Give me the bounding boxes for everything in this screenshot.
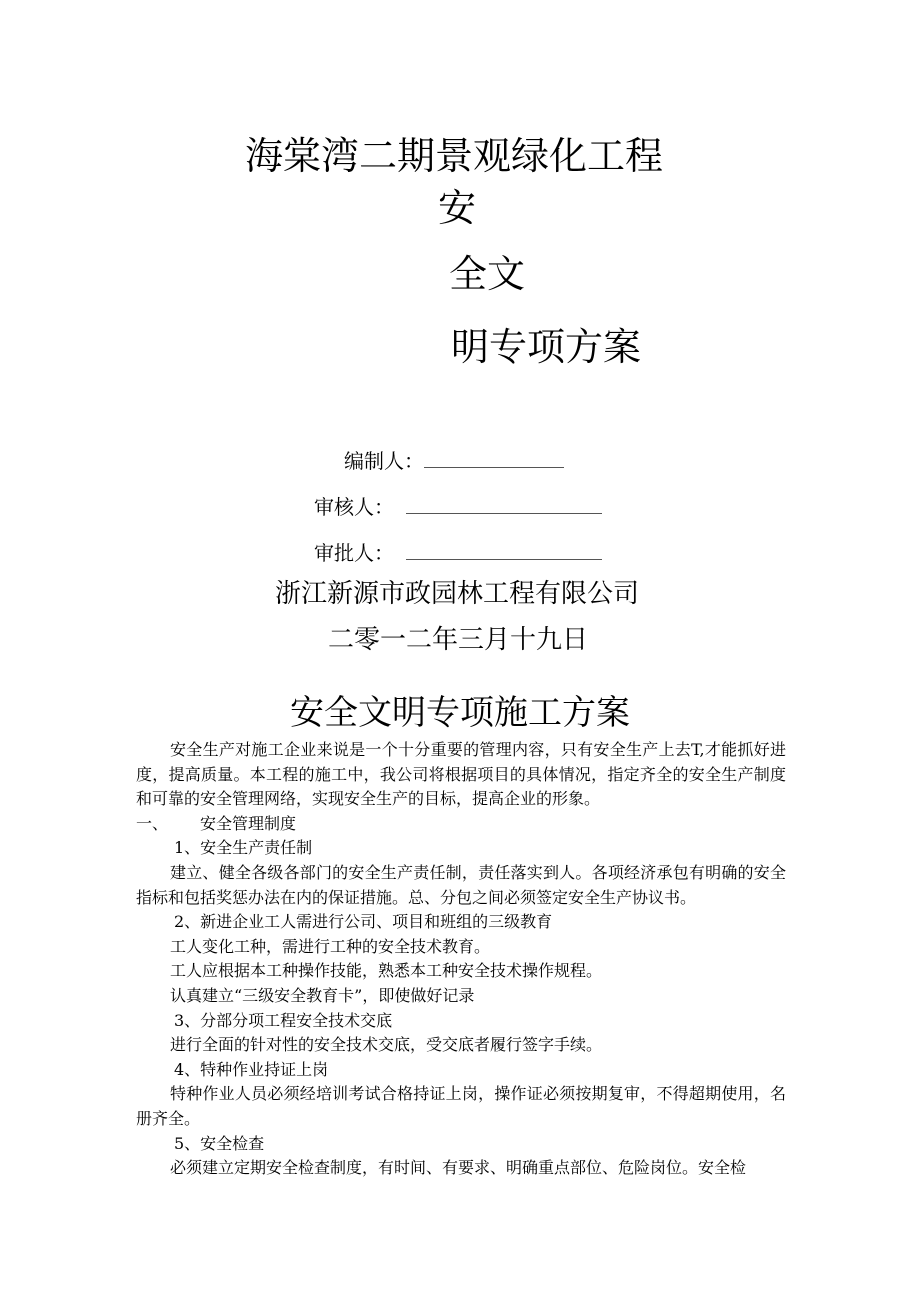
subsection-5-title: 5、安全检查 xyxy=(174,1133,265,1153)
cover-title-line4: 明专项方案 xyxy=(451,325,642,369)
signature-approver-label: 审批人： xyxy=(314,541,394,565)
signature-reviewer xyxy=(314,494,602,520)
subsection-1-body: 建立、健全各级各部门的安全生产责任制，责任落实到人。各项经济承包有明确的安全指标和包括奖惩办法在内的保证措施。总、分包之间必须签定安全生产协议书。 xyxy=(136,862,786,907)
cover-title-line1: 海棠湾二期景观绿化工程 xyxy=(245,134,664,178)
subsection-2-title: 2、新进企业工人需进行公司、项目和班组的三级教育 xyxy=(174,912,553,932)
signature-approver-blank xyxy=(406,541,602,560)
subsection-4-body: 特种作业人员必须经培训考试合格持证上岗，操作证必须按期复审，不得超期使用，名册齐全。 xyxy=(136,1084,786,1128)
signature-compiler-label: 编制人： xyxy=(344,449,424,473)
subsection-4-title: 4、特种作业持证上岗 xyxy=(174,1059,329,1079)
section-1-title: 安全管理制度 xyxy=(200,813,297,833)
subsection-2-line2: 工人应根据本工种操作技能，熟悉本工种安全技术操作规程。 xyxy=(170,961,603,981)
signature-compiler-blank xyxy=(424,449,564,468)
subsection-3-line1: 进行全面的针对性的安全技术交底，受交底者履行签字手续。 xyxy=(170,1035,603,1055)
signature-approver xyxy=(314,540,602,566)
subsection-5-body: 必须建立定期安全检查制度，有时间、有要求、明确重点部位、危险岗位。安全检 xyxy=(170,1158,747,1178)
document-body xyxy=(136,738,786,1181)
cover-title-line3: 全文 xyxy=(449,252,526,296)
cover-title-line2: 安 xyxy=(438,186,477,230)
cover-date: 二零一二年三月十九日 xyxy=(328,625,589,655)
subsection-3-title: 3、分部分项工程安全技术交底 xyxy=(174,1010,393,1030)
signature-compiler xyxy=(344,448,564,474)
section-1-heading xyxy=(136,812,786,837)
section-1-number: 一、 xyxy=(136,813,169,833)
company-name: 浙江新源市政园林工程有限公司 xyxy=(275,579,640,609)
subsection-1-title: 1、安全生产责任制 xyxy=(174,838,313,858)
signature-reviewer-blank xyxy=(406,495,602,514)
signature-reviewer-label: 审核人： xyxy=(314,495,394,519)
intro-paragraph: 安全生产对施工企业来说是一个十分重要的管理内容，只有安全生产上去T,才能抓好进度，提高质量。本工程的施工中，我公司将根据项目的具体情况，指定齐全的安全生产制度和可靠的安全管理网络，实现安全生产的目标，提高企业的形象。 xyxy=(136,740,786,809)
subsection-2-line1: 工人变化工种，需进行工种的安全技术教育。 xyxy=(170,936,491,956)
document-heading: 安全文明专项施工方案 xyxy=(290,693,630,733)
subsection-2-line3: 认真建立“三级安全教育卡”，即使做好记录 xyxy=(170,985,475,1005)
